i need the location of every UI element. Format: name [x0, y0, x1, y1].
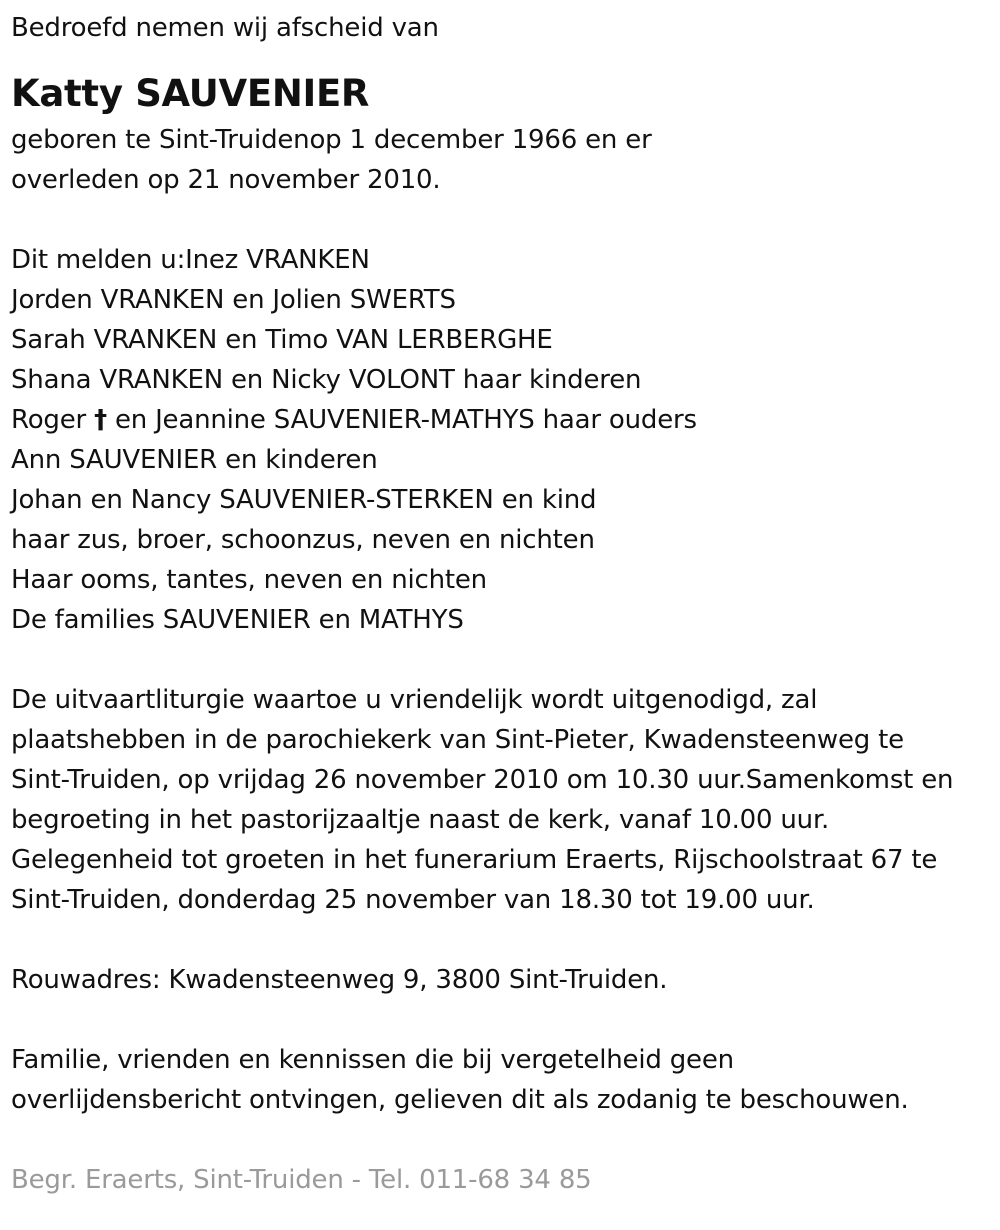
- family-line: Jorden VRANKEN en Jolien SWERTS: [11, 285, 456, 315]
- notice-block: [11, 1040, 996, 1120]
- notice-line: Familie, vrienden en kennissen die bij vergetelheid geen: [11, 1045, 734, 1075]
- mourning-address: Rouwadres: Kwadensteenweg 9, 3800 Sint-Truiden.: [11, 965, 668, 995]
- notice-line: overlijdensbericht ontvingen, gelieven dit als zodanig te beschouwen.: [11, 1085, 909, 1115]
- family-list: [11, 240, 996, 640]
- family-line: Shana VRANKEN en Nicky VOLONT haar kinderen: [11, 365, 642, 395]
- family-line: haar zus, broer, schoonzus, neven en nichten: [11, 525, 595, 555]
- death-line: overleden op 21 november 2010.: [11, 165, 441, 195]
- funeral-home-footer: Begr. Eraerts, Sint-Truiden - Tel. 011-68 34 85: [11, 1165, 592, 1195]
- spacer: [11, 1000, 996, 1040]
- family-line: De families SAUVENIER en MATHYS: [11, 605, 464, 635]
- obituary-notice: [11, 8, 996, 1200]
- birth-death-block: [11, 120, 996, 200]
- spacer: [11, 920, 996, 960]
- ceremony-line: plaatshebben in de parochiekerk van Sint-Pieter, Kwadensteenweg te: [11, 725, 904, 755]
- family-line: Johan en Nancy SAUVENIER-STERKEN en kind: [11, 485, 597, 515]
- family-line: Ann SAUVENIER en kinderen: [11, 445, 378, 475]
- family-line-parents: [11, 400, 996, 440]
- intro-text: Bedroefd nemen wij afscheid van: [11, 13, 439, 43]
- ceremony-line: Sint-Truiden, donderdag 25 november van 18.30 tot 19.00 uur.: [11, 885, 815, 915]
- spacer: [11, 200, 996, 240]
- ceremony-line: Sint-Truiden, op vrijdag 26 november 2010 om 10.30 uur.Samenkomst en: [11, 765, 954, 795]
- family-line: Haar ooms, tantes, neven en nichten: [11, 565, 487, 595]
- cross-icon: †: [94, 405, 107, 435]
- spacer: [11, 640, 996, 680]
- deceased-name: Katty SAUVENIER: [11, 72, 370, 115]
- ceremony-line: Gelegenheid tot groeten in het funerarium Eraerts, Rijschoolstraat 67 te: [11, 845, 938, 875]
- family-line: Dit melden u:Inez VRANKEN: [11, 245, 370, 275]
- family-line: Sarah VRANKEN en Timo VAN LERBERGHE: [11, 325, 553, 355]
- parents-text-after: en Jeannine SAUVENIER-MATHYS haar ouders: [106, 405, 697, 435]
- ceremony-line: De uitvaartliturgie waartoe u vriendelijk wordt uitgenodigd, zal: [11, 685, 818, 715]
- birth-line: geboren te Sint-Truidenop 1 december 1966 en er: [11, 125, 652, 155]
- ceremony-block: [11, 680, 996, 920]
- spacer: [11, 1120, 996, 1160]
- ceremony-line: begroeting in het pastorijzaaltje naast de kerk, vanaf 10.00 uur.: [11, 805, 830, 835]
- parents-text-before: Roger: [11, 405, 95, 435]
